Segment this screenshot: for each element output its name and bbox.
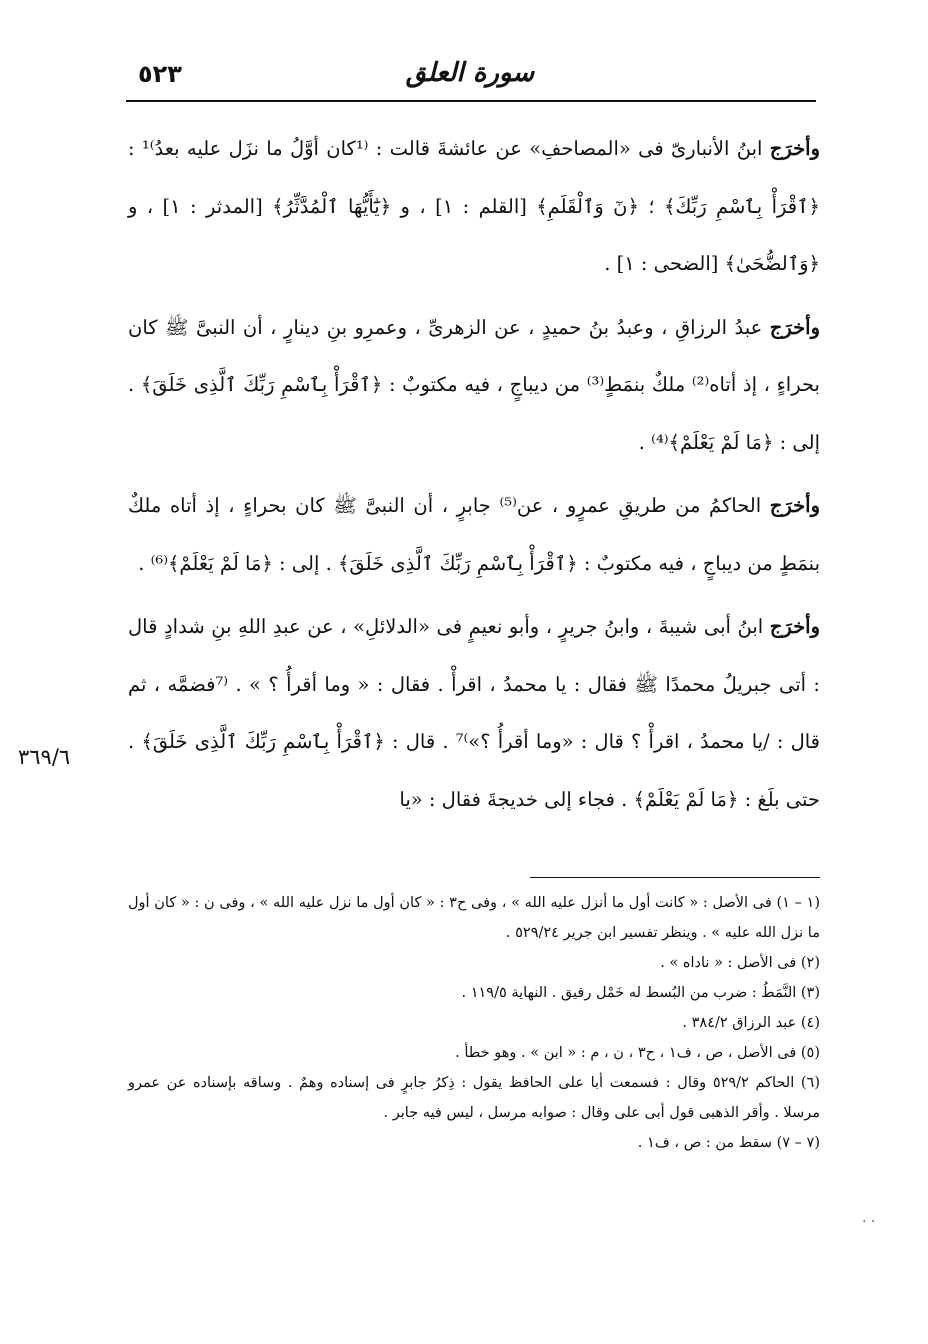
footnote: (٧ – ٧) سقط من : ص ، ف١ . (637, 1135, 820, 1151)
footnote: (٣) النَّمَطُ : ضرب من البُسط له خَمْل رقيق . النهاية ١١٩/٥ . (461, 985, 820, 1001)
footnote-divider (530, 877, 820, 878)
footnote: (٦) الحاكم ٥٢٩/٢ وقال : فسمعت أبا على الحافظ يقول : ذِكرُ جابرٍ فى إسناده وهمٌ . وساقه بإسناده عن عمرو مرسلا . وأقر الذهبى قول أبى على وقال : صوابه مرسل ، ليس فيه جابر . (128, 1075, 821, 1121)
paragraph (128, 299, 820, 472)
paragraph-lead: وأخرَج (769, 615, 820, 638)
paragraph-text: ابنُ أبى شيبةَ ، وابنُ جريرٍ ، وأبو نعيمٍ فى «الدلائلِ» ، عن عبدِ اللهِ بنِ شدادٍ قال : أتى جبريلُ محمدًا ﷺ فقال : يا محمدُ ، اقرأْ . فقال : « وما أقرأُ ؟ » . ⁽⁷فضمَّه ، ثم قال : /يا محمدُ ، اقرأْ ؟ قال : «وما أقرأُ ؟»⁾⁷ . قال : ﴿ٱقْرَأْ بِٱسْمِ رَبِّكَ ٱلَّذِى خَلَقَ﴾ . حتى بلَغ : ﴿مَا لَمْ يَعْلَمْ﴾ . فجاء إلى خديجةَ فقال : «يا (128, 615, 821, 811)
surah-title: سورة العلق (405, 58, 535, 88)
header-divider (126, 100, 816, 102)
corner-mark: . . (862, 1210, 876, 1226)
footnote: (٤) عبد الرزاق ٣٨٤/٢ . (682, 1015, 820, 1031)
paragraph-text: الحاكمُ من طريقِ عمرٍو ، عن⁽⁵⁾ جابرٍ ، أن النبىَّ ﷺ كان بحراءٍ ، إذ أتاه ملكٌ بنمَطٍ من ديباجٍ ، فيه مكتوبٌ : ﴿ٱقْرَأْ بِٱسْمِ رَبِّكَ ٱلَّذِى خَلَقَ﴾ . إلى : ﴿مَا لَمْ يَعْلَمْ﴾⁽⁶⁾ . (128, 494, 820, 575)
footnote: (١ – ١) فى الأصل : « كانت أول ما أنزل عليه الله » ، وفى ح٣ : « كان أول ما نزل عليه الله » ، وفى ن : « كان أول ما نزل الله عليه » . وينظر تفسير ابن جرير ٥٢٩/٢٤ . (128, 895, 820, 941)
paragraph (128, 120, 820, 293)
main-text (128, 120, 820, 834)
paragraph-lead: وأخرَج (769, 315, 820, 339)
margin-reference: ٣٦٩/٦ (18, 745, 71, 769)
paragraph (128, 598, 820, 828)
paragraph-lead: وأخرَج (769, 137, 820, 160)
paragraph-lead: وأخرَج (769, 494, 820, 517)
paragraph-text: عبدُ الرزاقِ ، وعبدُ بنُ حميدٍ ، عن الزهرىِّ ، وعمرِو بنِ دينارٍ ، أن النبىَّ ﷺ كان بحراءٍ ، إذ أتاه⁽²⁾ ملكٌ بنمَطٍ⁽³⁾ من ديباجٍ ، فيه مكتوبٌ : ﴿ٱقْرَأْ بِٱسْمِ رَبِّكَ ٱلَّذِى خَلَقَ﴾ . إلى : ﴿مَا لَمْ يَعْلَمْ﴾⁽⁴⁾ . (128, 315, 820, 454)
paragraph (128, 477, 820, 592)
footnote: (٥) فى الأصل ، ص ، ف١ ، ح٣ ، ن ، م : « ابن » . وهو خطأ . (455, 1045, 820, 1061)
footnote: (٢) فى الأصل : « ناداه » . (660, 955, 820, 971)
footnotes (128, 888, 820, 1158)
page-header (120, 52, 820, 102)
page-number: ٥٢٣ (138, 60, 182, 88)
paragraph-text: ابنُ الأنبارىّ فى «المصاحفِ» عن عائشةَ قالت : ⁽¹كان أوَّلُ ما نزَل عليه بعدُ⁾¹ : ﴿ٱقْرَأْ بِٱسْمِ رَبِّكَ﴾ ؛ ﴿نٓ وَٱلْقَلَمِ﴾ [القلم : ١] ، و ﴿يَٰٓأَيُّهَا ٱلْمُدَّثِّرُ﴾ [المدثر : ١] ، و ﴿وَٱلضُّحَىٰ﴾ [الضحى : ١] . (128, 137, 820, 275)
